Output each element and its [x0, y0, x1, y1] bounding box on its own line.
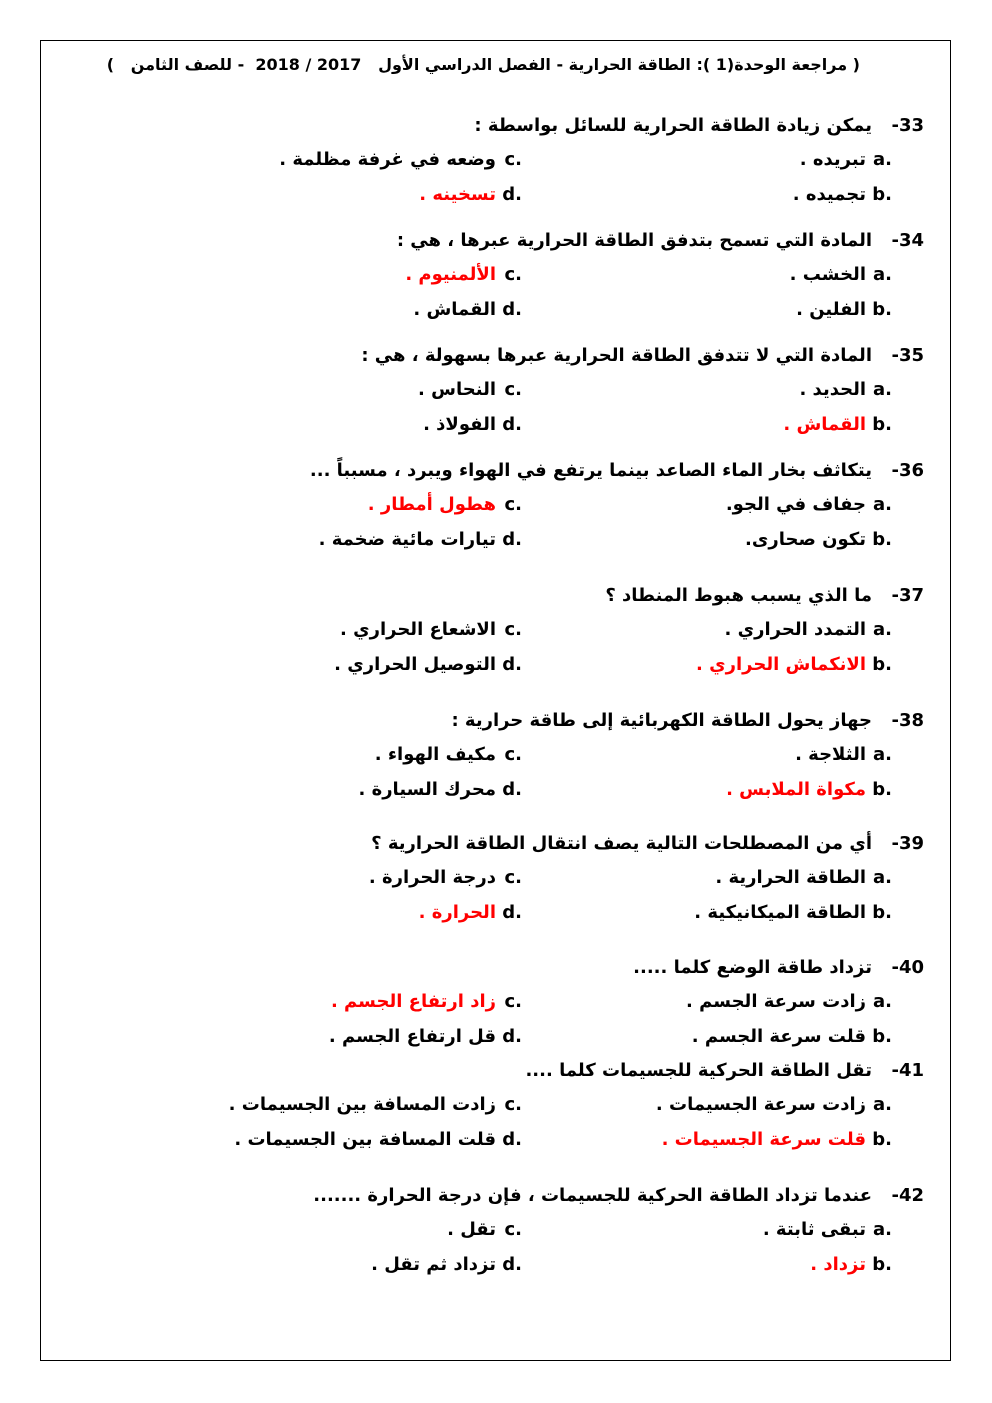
options-row: [94, 487, 924, 522]
question-number: -39: [891, 833, 924, 854]
option-a: [715, 860, 892, 895]
option-text: محرك السيارة .: [358, 779, 496, 800]
option-c: [447, 1212, 522, 1247]
question-text: يمكن زيادة الطاقة الحرارية للسائل بواسطة :: [474, 115, 872, 136]
option-letter: b.: [872, 902, 892, 923]
option-c: [279, 142, 522, 177]
question-number: -33: [891, 115, 924, 136]
option-b: [810, 1247, 892, 1282]
option-text: الحديد .: [799, 379, 866, 400]
option-a: [795, 737, 892, 772]
question-42: [94, 1180, 924, 1282]
option-text: تزداد ثم تقل .: [371, 1254, 496, 1275]
option-a: [763, 1212, 892, 1247]
question-line: [94, 952, 924, 984]
question-line: [94, 455, 924, 487]
question-text: أي من المصطلحات التالية يصف انتقال الطاقة الحرارية ؟: [371, 833, 872, 854]
option-c: [405, 257, 522, 292]
option-text: درجة الحرارة .: [368, 867, 496, 888]
option-a: [725, 612, 892, 647]
correct-answer-text: الألمنيوم .: [405, 264, 496, 285]
correct-answer-text: القماش .: [783, 414, 866, 435]
question-text: يتكاثف بخار الماء الصاعد بينما يرتفع في الهواء ويبرد ، مسبباً ...: [309, 460, 872, 481]
question-line: [94, 340, 924, 372]
option-text: الخشب .: [789, 264, 866, 285]
option-text: تكون صحارى.: [745, 529, 866, 550]
question-text: ما الذي يسبب هبوط المنطاد ؟: [605, 585, 872, 606]
question-text: المادة التي تسمح بتدفق الطاقة الحرارية عبرها ، هي :: [396, 230, 872, 251]
question-37: [94, 580, 924, 682]
option-c: [375, 737, 522, 772]
question-number: -42: [891, 1185, 924, 1206]
option-letter: b.: [872, 779, 892, 800]
correct-answer-text: الحرارة .: [418, 902, 496, 923]
option-d: [371, 1247, 522, 1282]
option-letter: d.: [502, 902, 522, 923]
option-letter: b.: [872, 414, 892, 435]
option-text: تبقى ثابتة .: [762, 1219, 866, 1240]
question-text: جهاز يحول الطاقة الكهربائية إلى طاقة حرارية :: [451, 710, 872, 731]
correct-answer-text: مكواة الملابس .: [726, 779, 866, 800]
option-letter: c.: [504, 264, 522, 285]
option-b: [726, 772, 892, 807]
option-text: تيارات مائية ضخمة .: [318, 529, 496, 550]
option-letter: d.: [502, 1254, 522, 1275]
correct-answer-text: قلت سرعة الجسيمات .: [661, 1129, 866, 1150]
option-b: [745, 522, 892, 557]
options-row: [94, 984, 924, 1019]
correct-answer-text: هطول أمطار .: [367, 494, 496, 515]
option-text: قلت سرعة الجسم .: [691, 1026, 866, 1047]
option-d: [358, 772, 522, 807]
option-text: وضعه في غرفة مظلمة .: [279, 149, 496, 170]
option-c: [369, 860, 522, 895]
option-letter: a.: [873, 264, 892, 285]
option-b: [796, 292, 892, 327]
question-number: -35: [891, 345, 924, 366]
question-text: تقل الطاقة الحركية للجسيمات كلما ....: [525, 1060, 872, 1081]
option-a: [656, 1087, 892, 1122]
option-letter: c.: [504, 379, 522, 400]
option-a: [799, 372, 892, 407]
option-letter: b.: [872, 184, 892, 205]
options-row: [94, 522, 924, 557]
question-line: [94, 1180, 924, 1212]
option-text: النحاس .: [418, 379, 496, 400]
option-letter: b.: [872, 299, 892, 320]
question-line: [94, 828, 924, 860]
question-text: المادة التي لا تتدفق الطاقة الحرارية عبرها بسهولة ، هي :: [361, 345, 872, 366]
question-line: [94, 225, 924, 257]
option-letter: a.: [873, 379, 892, 400]
option-c: [418, 372, 522, 407]
option-letter: c.: [504, 149, 522, 170]
option-letter: a.: [873, 991, 892, 1012]
question-39: [94, 828, 924, 930]
option-c: [368, 487, 522, 522]
options-row: [94, 407, 924, 442]
option-d: [319, 522, 522, 557]
option-text: القماش .: [413, 299, 496, 320]
options-row: [94, 772, 924, 807]
option-letter: b.: [872, 1026, 892, 1047]
options-row: [94, 1122, 924, 1157]
question-line: [94, 580, 924, 612]
options-row: [94, 737, 924, 772]
option-letter: a.: [873, 619, 892, 640]
option-d: [419, 177, 522, 212]
option-letter: d.: [502, 654, 522, 675]
option-letter: d.: [502, 1129, 522, 1150]
option-a: [686, 984, 892, 1019]
option-letter: a.: [873, 494, 892, 515]
option-b: [696, 647, 892, 682]
option-letter: b.: [872, 654, 892, 675]
option-a: [800, 142, 892, 177]
question-number: -34: [891, 230, 924, 251]
options-row: [94, 1212, 924, 1247]
option-letter: c.: [504, 494, 522, 515]
options-row: [94, 1247, 924, 1282]
option-c: [340, 612, 522, 647]
option-d: [234, 1122, 522, 1157]
option-text: قلت المسافة بين الجسيمات .: [234, 1129, 496, 1150]
question-35: [94, 340, 924, 442]
option-letter: c.: [504, 619, 522, 640]
option-letter: b.: [872, 1129, 892, 1150]
option-letter: b.: [872, 1254, 892, 1275]
question-number: -40: [891, 957, 924, 978]
option-letter: a.: [873, 1219, 892, 1240]
option-b: [694, 895, 892, 930]
option-text: الطاقة الميكانيكية .: [694, 902, 866, 923]
question-38: [94, 705, 924, 807]
option-text: زادت سرعة الجسم .: [686, 991, 866, 1012]
option-letter: d.: [502, 1026, 522, 1047]
option-letter: c.: [504, 1219, 522, 1240]
option-text: تقل .: [447, 1219, 496, 1240]
option-text: الطاقة الحرارية .: [715, 867, 866, 888]
option-text: تبريده .: [799, 149, 866, 170]
option-text: الفولاذ .: [423, 414, 496, 435]
options-row: [94, 1087, 924, 1122]
option-text: مكيف الهواء .: [374, 744, 496, 765]
option-text: الفلين .: [796, 299, 866, 320]
option-b: [793, 177, 892, 212]
option-text: تجميده .: [792, 184, 866, 205]
option-d: [329, 1019, 522, 1054]
option-letter: a.: [873, 1094, 892, 1115]
question-text: عندما تزداد الطاقة الحركية للجسيمات ، فإن درجة الحرارة .......: [313, 1185, 872, 1206]
question-line: [94, 110, 924, 142]
option-text: الثلاجة .: [795, 744, 866, 765]
question-line: [94, 1055, 924, 1087]
options-row: [94, 257, 924, 292]
option-letter: a.: [873, 149, 892, 170]
options-row: [94, 895, 924, 930]
option-d: [334, 647, 522, 682]
question-number: -36: [891, 460, 924, 481]
option-c: [331, 984, 522, 1019]
option-d: [423, 407, 522, 442]
question-number: -37: [891, 585, 924, 606]
option-letter: a.: [873, 744, 892, 765]
correct-answer-text: الانكماش الحراري .: [696, 654, 866, 675]
option-b: [692, 1019, 892, 1054]
question-40: [94, 952, 924, 1054]
question-36: [94, 455, 924, 557]
options-row: [94, 860, 924, 895]
option-a: [790, 257, 892, 292]
page-header: ( مراجعة الوحدة(1 ): الطاقة الحرارية - الفصل الدراسي الأول 2017 / 2018 - للصف الثامن ): [106, 55, 860, 74]
question-line: [94, 705, 924, 737]
options-row: [94, 177, 924, 212]
option-text: الاشعاع الحراري .: [340, 619, 496, 640]
option-letter: c.: [504, 744, 522, 765]
question-number: -38: [891, 710, 924, 731]
option-d: [413, 292, 522, 327]
option-letter: d.: [502, 299, 522, 320]
question-41: [94, 1055, 924, 1157]
options-row: [94, 647, 924, 682]
option-text: التوصيل الحراري .: [334, 654, 496, 675]
option-letter: b.: [872, 529, 892, 550]
correct-answer-text: تزداد .: [810, 1254, 866, 1275]
option-text: قل ارتفاع الجسم .: [328, 1026, 496, 1047]
option-letter: d.: [502, 414, 522, 435]
option-c: [229, 1087, 522, 1122]
option-letter: c.: [504, 991, 522, 1012]
options-row: [94, 372, 924, 407]
options-row: [94, 292, 924, 327]
question-33: [94, 110, 924, 212]
option-b: [783, 407, 892, 442]
option-letter: d.: [502, 779, 522, 800]
correct-answer-text: تسخينه .: [419, 184, 496, 205]
correct-answer-text: زاد ارتفاع الجسم .: [330, 991, 496, 1012]
option-letter: a.: [873, 867, 892, 888]
option-letter: d.: [502, 529, 522, 550]
question-number: -41: [891, 1060, 924, 1081]
option-d: [419, 895, 522, 930]
option-text: زادت سرعة الجسيمات .: [655, 1094, 866, 1115]
option-letter: c.: [504, 867, 522, 888]
option-text: التمدد الحراري .: [724, 619, 866, 640]
question-34: [94, 225, 924, 327]
options-row: [94, 142, 924, 177]
option-letter: d.: [502, 184, 522, 205]
option-text: زادت المسافة بين الجسيمات .: [228, 1094, 496, 1115]
question-text: تزداد طاقة الوضع كلما .....: [633, 957, 872, 978]
option-letter: c.: [504, 1094, 522, 1115]
option-a: [726, 487, 892, 522]
options-row: [94, 612, 924, 647]
option-b: [662, 1122, 892, 1157]
options-row: [94, 1019, 924, 1054]
option-text: جفاف في الجو.: [725, 494, 866, 515]
